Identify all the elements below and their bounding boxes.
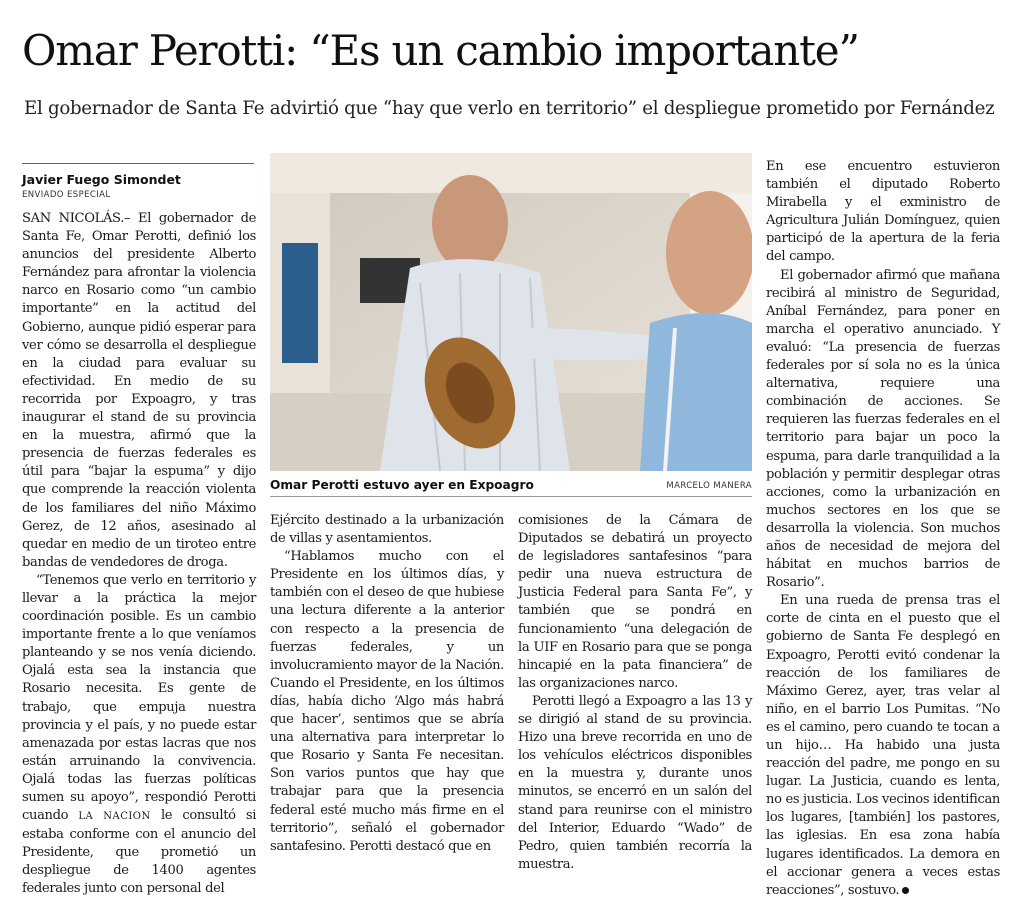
article-column-1 [22, 210, 256, 899]
article-column-4 [766, 158, 1000, 900]
photo-credit: MARCELO MANERA [666, 481, 752, 491]
byline-rule [22, 163, 254, 164]
byline-role: ENVIADO ESPECIAL [22, 190, 111, 200]
paragraph [22, 572, 256, 899]
paragraph: SAN NICOLÁS.– El gobernador de Santa Fe, Omar Perotti, definió los anuncios del presidente Alberto Fernández para afrontar la violencia narco en Rosario como “un cambio importante” en la actitud del Gobierno, aunque pidió esperar para ver cómo se desarrolla el despliegue en la ciudad para evaluar su efectividad. En medio de su recorrida por Expoagro, y tras inaugurar el stand de su provincia en la muestra, afirmó que la presencia de fuerzas federales es útil para “bajar la espuma” y dijo que comprende la reacción violenta de los familiares del niño Máximo Gerez, de 12 años, asesinado al quedar en medio de un tiroteo entre bandas de vendedores de droga. [22, 211, 256, 570]
paragraph: comisiones de la Cámara de Diputados se debatirá un proyecto de legisladores santafesinos “para pedir una nueva estructura de Justicia Federal para Santa Fe”, y también que se pondrá en funcionamiento “una delegación de la UIF en Rosario para que se ponga hincapié en la pata financiera” de las organizaciones narco. [518, 513, 752, 691]
article-column-3 [518, 512, 752, 874]
end-mark-icon [902, 887, 909, 894]
paragraph-text: En una rueda de prensa tras el corte de cinta en el puesto que el gobierno de Santa Fe desplegó en Expoagro, Perotti evitó condenar la reacción de los familiares de Máximo Gerez, ayer, tras velar al niño, en el barrio Los Pumitas. “No es el camino, pero cuando te tocan a un hijo… Ha habido una justa reacción del padre, me pongo en su lugar. La Justicia, cuando es lenta, no es justicia. Los vecinos identifican los lugares, [también] los pastores, las iglesias. En esa zona había lugares identificados. La demora en el accionar genera a veces estas reacciones”, sostuvo. [766, 593, 1000, 898]
photo-caption: Omar Perotti estuvo ayer en Expoagro [270, 478, 534, 492]
publication-name: LA NACION [78, 811, 151, 823]
subheadline: El gobernador de Santa Fe advirtió que “hay que verlo en territorio” el despliegue prometido por Fernández [24, 98, 995, 119]
paragraph-text: “Tenemos que verlo en territorio y llevar a la práctica la mejor coordinación posible. Es un cambio importante frente a lo que veníamos planteando y se nos venía diciendo. Ojalá esta sea la instancia que Rosario necesita. Es gente de trabajo, que empuja nuestra provincia y el país, y no puede estar amenazada por estas lacras que nos están arruinando la convivencia. Ojalá todas las fuerzas políticas sumen su apoyo”, respondió Perotti cuando [22, 572, 256, 824]
headline: Omar Perotti: “Es un cambio importante” [22, 26, 859, 75]
paragraph-text: le consultó si estaba conforme con el anuncio del Presidente, que prometió un despliegue de 1400 agentes federales junto con personal del [22, 808, 257, 897]
paragraph: Perotti llegó a Expoagro a las 13 y se dirigió al stand de su provincia. Hizo una breve recorrida en uno de los vehículos eléctricos disponibles en la muestra y, durante unos minutos, se encerró en un salón del stand para reunirse con el ministro del Interior, Eduardo “Wado” de Pedro, quien también recorría la muestra. [518, 693, 752, 872]
paragraph: En ese encuentro estuvieron también el diputado Roberto Mirabella y el exministro de Agricultura Julián Domínguez, quien participó de la apertura de la feria del campo. [766, 159, 1000, 265]
byline-author: Javier Fuego Simondet [22, 172, 181, 187]
paragraph: El gobernador afirmó que mañana recibirá al ministro de Seguridad, Aníbal Fernández, para poner en marcha el operativo anunciado. Y evaluó: “La presencia de fuerzas federales por sí sola no es la única alternativa, requiere una combinación de acciones. Se requieren las fuerzas federales en el territorio para bajar un poco la espuma, para darle tranquilidad a la población y permitir desplegar otras acciones, como la urbanización en muchos sectores en los que se desarrolla la violencia. Son muchos años de necesidad de mejora del hábitat en muchos barrios de Rosario”. [766, 267, 1000, 591]
paragraph: Ejército destinado a la urbanización de villas y asentamientos. [270, 513, 504, 547]
article-photo [270, 153, 752, 471]
paragraph: “Hablamos mucho con el Presidente en los últimos días, y también con el deseo de que hubiese una lectura diferente a la anterior con respecto a la presencia de fuerzas federales, y un involucramiento mayor de la Nación. Cuando el Presidente, en los últimos días, había dicho ‘Algo más habrá que hacer’, sentimos que se abría una alternativa para interpretar lo que Rosario y Santa Fe necesitan. Son varios puntos que hay que trabajar para que la presencia federal esté mucho más firme en el territorio”, señaló el gobernador santafesino. Perotti destacó que en [270, 549, 504, 854]
paragraph [766, 592, 1000, 900]
article-column-2 [270, 512, 504, 856]
photo-illustration [270, 153, 752, 471]
photo-caption-bar [270, 478, 752, 497]
